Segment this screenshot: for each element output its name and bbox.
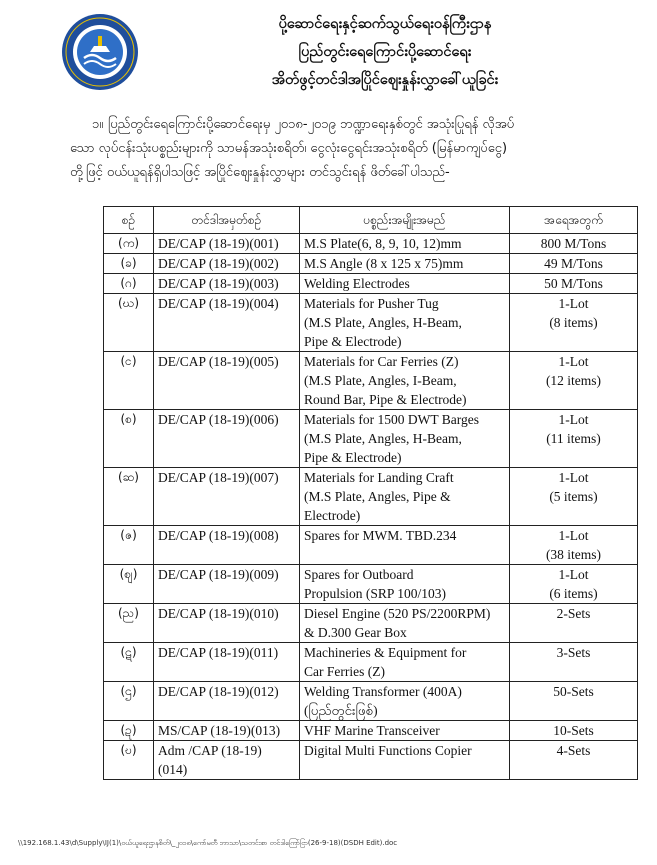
file-path-footer: \\192.168.1.43\d\Supply\IJ(1)\ဝယ်ယူရေးဌာနစိတ်\_၂၀၁၈\ကော်မတီ ဘာသာ\သတင်းစာ တင်ဒါကြော်ငြာ(26-9-18)(DSDH Edit).doc (18, 839, 398, 847)
table-row (104, 294, 638, 352)
row-quantity: 1-Lot (8 items) (510, 294, 638, 352)
table-row (104, 565, 638, 604)
table-row (104, 721, 638, 741)
row-item-name: Materials for Pusher Tug (M.S Plate, Angles, H-Beam, Pipe & Electrode) (300, 294, 510, 352)
row-item-name: Machineries & Equipment for Car Ferries (Z) (300, 643, 510, 682)
intro-line-3: တို့ဖြင့် ဝယ်ယူရန်ရှိပါသဖြင့် အပြိုင်ဈေးနှုန်းလွှာများ တင်သွင်းရန် ဖိတ်ခေါ်ပါသည်- (70, 165, 450, 180)
row-quantity: 1-Lot (38 items) (510, 526, 638, 565)
row-quantity: 1-Lot (11 items) (510, 410, 638, 468)
row-quantity: 50 M/Tons (510, 274, 638, 294)
header-quantity: အရေအတွက် (510, 207, 638, 234)
row-serial: (ဈ) (104, 565, 154, 604)
row-tender-number: DE/CAP (18-19)(011) (154, 643, 300, 682)
row-item-name: Welding Transformer (400A) (ပြည်တွင်းဖြစ်) (300, 682, 510, 721)
row-tender-number: DE/CAP (18-19)(003) (154, 274, 300, 294)
row-item-name: Spares for Outboard Propulsion (SRP 100/103) (300, 565, 510, 604)
row-serial: (ဋ) (104, 643, 154, 682)
row-quantity: 49 M/Tons (510, 254, 638, 274)
header-serial: စဉ် (104, 207, 154, 234)
row-tender-number: Adm /CAP (18-19) (014) (154, 741, 300, 780)
table-header-row (104, 207, 638, 234)
row-serial: (ဇ) (104, 526, 154, 565)
row-serial: (ည) (104, 604, 154, 643)
row-serial: (ဃ) (104, 294, 154, 352)
table-row (104, 682, 638, 721)
row-serial: (က) (104, 234, 154, 254)
table-row (104, 254, 638, 274)
tender-title: အိတ်ဖွင့်တင်ဒါအပြိုင်ဈေးနှုန်းလွှာခေါ်ယူခြင်း (271, 72, 499, 88)
row-tender-number: DE/CAP (18-19)(005) (154, 352, 300, 410)
row-serial: (ဆ) (104, 468, 154, 526)
row-serial: (ဂ) (104, 274, 154, 294)
table-row (104, 352, 638, 410)
document-header (150, 10, 620, 94)
row-tender-number: DE/CAP (18-19)(001) (154, 234, 300, 254)
row-tender-number: MS/CAP (18-19)(013) (154, 721, 300, 741)
row-item-name: Spares for MWM. TBD.234 (300, 526, 510, 565)
table-row (104, 526, 638, 565)
table-row (104, 274, 638, 294)
row-tender-number: DE/CAP (18-19)(006) (154, 410, 300, 468)
row-quantity: 3-Sets (510, 643, 638, 682)
intro-paragraph (70, 113, 640, 185)
row-item-name: VHF Marine Transceiver (300, 721, 510, 741)
row-serial: (ဌ) (104, 682, 154, 721)
table-row (104, 741, 638, 780)
table-row (104, 604, 638, 643)
row-tender-number: DE/CAP (18-19)(012) (154, 682, 300, 721)
table-row (104, 410, 638, 468)
paragraph-number: ၁။ (92, 117, 104, 132)
table-body (104, 234, 638, 780)
row-tender-number: DE/CAP (18-19)(008) (154, 526, 300, 565)
row-item-name: Digital Multi Functions Copier (300, 741, 510, 780)
row-serial: (ဎ) (104, 741, 154, 780)
row-serial: (ဍ) (104, 721, 154, 741)
row-item-name: Materials for Car Ferries (Z) (M.S Plate, Angles, I-Beam, Round Bar, Pipe & Electrode) (300, 352, 510, 410)
row-quantity: 4-Sets (510, 741, 638, 780)
row-item-name: M.S Plate(6, 8, 9, 10, 12)mm (300, 234, 510, 254)
row-quantity: 1-Lot (5 items) (510, 468, 638, 526)
row-serial: (င) (104, 352, 154, 410)
tender-items-table (103, 206, 638, 780)
header-item-name: ပစ္စည်းအမျိုးအမည် (300, 207, 510, 234)
table-row (104, 234, 638, 254)
row-serial: (ခ) (104, 254, 154, 274)
row-item-name: Materials for Landing Craft (M.S Plate, Angles, Pipe & Electrode) (300, 468, 510, 526)
row-item-name: Welding Electrodes (300, 274, 510, 294)
row-tender-number: DE/CAP (18-19)(004) (154, 294, 300, 352)
row-quantity: 2-Sets (510, 604, 638, 643)
table-row (104, 643, 638, 682)
row-tender-number: DE/CAP (18-19)(007) (154, 468, 300, 526)
row-tender-number: DE/CAP (18-19)(009) (154, 565, 300, 604)
row-tender-number: DE/CAP (18-19)(010) (154, 604, 300, 643)
header-tender-number: တင်ဒါအမှတ်စဉ် (154, 207, 300, 234)
row-quantity: 1-Lot (6 items) (510, 565, 638, 604)
row-serial: (စ) (104, 410, 154, 468)
intro-line-1: ပြည်တွင်းရေကြောင်းပို့ဆောင်ရေးမှ ၂၀၁၈-၂၀၁၉ ဘဏ္ဍာရေးနှစ်တွင် အသုံးပြုရန် လိုအပ် (108, 117, 515, 132)
row-quantity: 1-Lot (12 items) (510, 352, 638, 410)
row-item-name: Materials for 1500 DWT Barges (M.S Plate, Angles, H-Beam, Pipe & Electrode) (300, 410, 510, 468)
department-title: ပြည်တွင်းရေကြောင်းပို့ဆောင်ရေး (298, 44, 472, 60)
organization-logo (60, 12, 140, 92)
row-item-name: Diesel Engine (520 PS/2200RPM) & D.300 Gear Box (300, 604, 510, 643)
row-quantity: 800 M/Tons (510, 234, 638, 254)
intro-line-2: သော လုပ်ငန်းသုံးပစ္စည်းများကို သာမန်အသုံးစရိတ်၊ ငွေလုံးငွေရင်းအသုံးစရိတ် (မြန်မာကျပ်ငွေ) (70, 141, 508, 156)
table-row (104, 468, 638, 526)
row-quantity: 50-Sets (510, 682, 638, 721)
row-tender-number: DE/CAP (18-19)(002) (154, 254, 300, 274)
ministry-title: ပို့ဆောင်ရေးနှင့်ဆက်သွယ်ရေးဝန်ကြီးဌာန (278, 16, 492, 32)
row-quantity: 10-Sets (510, 721, 638, 741)
row-item-name: M.S Angle (8 x 125 x 75)mm (300, 254, 510, 274)
